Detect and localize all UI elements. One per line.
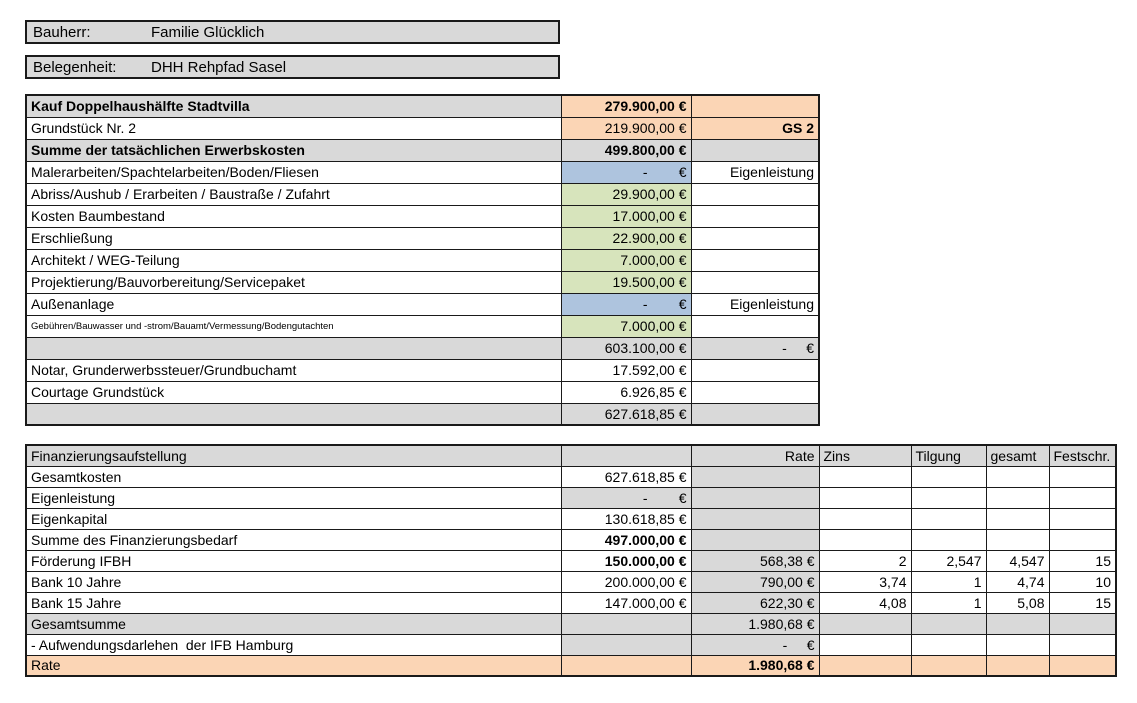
label-cell: Summe des Finanzierungsbedarf: [26, 529, 561, 550]
financing-row: [26, 634, 1116, 655]
cost-row: [26, 95, 819, 117]
note-cell: [691, 315, 819, 337]
label-cell: Kauf Doppelhaushälfte Stadtvilla: [26, 95, 561, 117]
label-cell: Eigenkapital: [26, 508, 561, 529]
tilgung-cell: [911, 529, 986, 550]
gesamt-cell: 5,08: [986, 592, 1049, 613]
cost-row: [26, 359, 819, 381]
cost-row: [26, 293, 819, 315]
label-cell: Kosten Baumbestand: [26, 205, 561, 227]
rate-cell: [691, 487, 819, 508]
note-cell: [691, 403, 819, 425]
tilgung-cell: 2,547: [911, 550, 986, 571]
financing-row: [26, 508, 1116, 529]
label-cell: Abriss/Aushub / Erarbeiten / Baustraße / Zufahrt: [26, 183, 561, 205]
rate-cell: 1.980,68 €: [691, 613, 819, 634]
amount-cell: 130.618,85 €: [561, 508, 691, 529]
zins-cell: 2: [819, 550, 911, 571]
label-cell: Projektierung/Bauvorbereitung/Servicepaket: [26, 271, 561, 293]
tilgung-cell: [911, 508, 986, 529]
purchase-costs-table-body: [26, 95, 819, 425]
cost-row: [26, 205, 819, 227]
cost-row: [26, 337, 819, 359]
financing-row: [26, 592, 1116, 613]
note-cell: - €: [691, 337, 819, 359]
tilgung-cell: [911, 613, 986, 634]
amount-cell: [561, 445, 691, 466]
amount-cell: 150.000,00 €: [561, 550, 691, 571]
cost-row: [26, 227, 819, 249]
amount-cell: 219.900,00 €: [561, 117, 691, 139]
label-cell: Förderung IFBH: [26, 550, 561, 571]
financing-row: [26, 613, 1116, 634]
amount-cell: 7.000,00 €: [561, 249, 691, 271]
tilgung-cell: Tilgung: [911, 445, 986, 466]
tilgung-cell: [911, 487, 986, 508]
financing-row: [26, 655, 1116, 676]
zins-cell: [819, 655, 911, 676]
festschr-cell: [1049, 487, 1116, 508]
financing-row: [26, 445, 1116, 466]
festschr-cell: 10: [1049, 571, 1116, 592]
cost-row: [26, 381, 819, 403]
gesamt-cell: [986, 466, 1049, 487]
rate-cell: Rate: [691, 445, 819, 466]
festschr-cell: [1049, 655, 1116, 676]
note-cell: Eigenleistung: [691, 161, 819, 183]
label-cell: Finanzierungsaufstellung: [26, 445, 561, 466]
gesamt-cell: [986, 634, 1049, 655]
amount-cell: 22.900,00 €: [561, 227, 691, 249]
amount-cell: 499.800,00 €: [561, 139, 691, 161]
note-cell: GS 2: [691, 117, 819, 139]
note-cell: [691, 271, 819, 293]
cost-row: [26, 161, 819, 183]
tilgung-cell: [911, 634, 986, 655]
cost-row: [26, 117, 819, 139]
gesamt-cell: [986, 487, 1049, 508]
label-cell: [26, 403, 561, 425]
tilgung-cell: [911, 466, 986, 487]
financing-row: [26, 550, 1116, 571]
note-cell: [691, 227, 819, 249]
bauherr-label: Bauherr:: [33, 23, 91, 41]
amount-cell: 29.900,00 €: [561, 183, 691, 205]
rate-cell: - €: [691, 634, 819, 655]
amount-cell: 17.000,00 €: [561, 205, 691, 227]
note-cell: [691, 95, 819, 117]
label-cell: Gesamtsumme: [26, 613, 561, 634]
rate-cell: 1.980,68 €: [691, 655, 819, 676]
financing-table: [25, 444, 1117, 677]
label-cell: Bank 10 Jahre: [26, 571, 561, 592]
label-cell: [26, 337, 561, 359]
festschr-cell: [1049, 508, 1116, 529]
purchase-costs-table: [25, 94, 820, 426]
festschr-cell: [1049, 529, 1116, 550]
gesamt-cell: gesamt: [986, 445, 1049, 466]
rate-cell: [691, 466, 819, 487]
festschr-cell: Festschr.: [1049, 445, 1116, 466]
note-cell: [691, 249, 819, 271]
bauherr-value: Familie Glücklich: [151, 23, 265, 41]
note-cell: [691, 139, 819, 161]
label-cell: Malerarbeiten/Spachtelarbeiten/Boden/Fliesen: [26, 161, 561, 183]
festschr-cell: 15: [1049, 550, 1116, 571]
cost-row: [26, 403, 819, 425]
amount-cell: 603.100,00 €: [561, 337, 691, 359]
label-cell: Courtage Grundstück: [26, 381, 561, 403]
belegenheit-label: Belegenheit:: [33, 58, 117, 76]
label-cell: Gesamtkosten: [26, 466, 561, 487]
label-cell: Summe der tatsächlichen Erwerbskosten: [26, 139, 561, 161]
label-cell: Grundstück Nr. 2: [26, 117, 561, 139]
note-cell: [691, 183, 819, 205]
amount-cell: 627.618,85 €: [561, 466, 691, 487]
financing-table-body: [26, 445, 1116, 676]
cost-row: [26, 139, 819, 161]
note-cell: [691, 381, 819, 403]
amount-cell: 6.926,85 €: [561, 381, 691, 403]
gesamt-cell: [986, 655, 1049, 676]
zins-cell: [819, 466, 911, 487]
amount-cell: [561, 655, 691, 676]
tilgung-cell: [911, 655, 986, 676]
zins-cell: 3,74: [819, 571, 911, 592]
note-cell: [691, 205, 819, 227]
amount-cell: 147.000,00 €: [561, 592, 691, 613]
label-cell: Gebühren/Bauwasser und -strom/Bauamt/Vermessung/Bodengutachten: [26, 315, 561, 337]
cost-row: [26, 183, 819, 205]
festschr-cell: [1049, 613, 1116, 634]
label-cell: Außenanlage: [26, 293, 561, 315]
label-cell: Eigenleistung: [26, 487, 561, 508]
amount-cell: 279.900,00 €: [561, 95, 691, 117]
rate-cell: 568,38 €: [691, 550, 819, 571]
rate-cell: 622,30 €: [691, 592, 819, 613]
rate-cell: [691, 508, 819, 529]
financing-row: [26, 466, 1116, 487]
amount-cell: - €: [561, 161, 691, 183]
label-cell: Erschließung: [26, 227, 561, 249]
amount-cell: 17.592,00 €: [561, 359, 691, 381]
rate-cell: 790,00 €: [691, 571, 819, 592]
gesamt-cell: [986, 613, 1049, 634]
amount-cell: 7.000,00 €: [561, 315, 691, 337]
financing-row: [26, 487, 1116, 508]
cost-row: [26, 271, 819, 293]
note-cell: [691, 359, 819, 381]
tilgung-cell: 1: [911, 592, 986, 613]
amount-cell: 627.618,85 €: [561, 403, 691, 425]
amount-cell: 200.000,00 €: [561, 571, 691, 592]
zins-cell: [819, 487, 911, 508]
gesamt-cell: 4,74: [986, 571, 1049, 592]
label-cell: Notar, Grunderwerbssteuer/Grundbuchamt: [26, 359, 561, 381]
amount-cell: [561, 634, 691, 655]
gesamt-cell: [986, 508, 1049, 529]
amount-cell: 19.500,00 €: [561, 271, 691, 293]
label-cell: Architekt / WEG-Teilung: [26, 249, 561, 271]
amount-cell: 497.000,00 €: [561, 529, 691, 550]
label-cell: Rate: [26, 655, 561, 676]
rate-cell: [691, 529, 819, 550]
amount-cell: - €: [561, 293, 691, 315]
belegenheit-value: DHH Rehpfad Sasel: [151, 58, 287, 76]
zins-cell: [819, 508, 911, 529]
amount-cell: [561, 613, 691, 634]
note-cell: Eigenleistung: [691, 293, 819, 315]
bauherr-box: [25, 20, 560, 44]
zins-cell: [819, 634, 911, 655]
zins-cell: 4,08: [819, 592, 911, 613]
gesamt-cell: 4,547: [986, 550, 1049, 571]
cost-row: [26, 315, 819, 337]
financing-row: [26, 571, 1116, 592]
financing-row: [26, 529, 1116, 550]
cost-row: [26, 249, 819, 271]
gesamt-cell: [986, 529, 1049, 550]
amount-cell: - €: [561, 487, 691, 508]
zins-cell: [819, 613, 911, 634]
festschr-cell: [1049, 634, 1116, 655]
belegenheit-box: [25, 55, 560, 79]
festschr-cell: [1049, 466, 1116, 487]
zins-cell: Zins: [819, 445, 911, 466]
label-cell: Bank 15 Jahre: [26, 592, 561, 613]
zins-cell: [819, 529, 911, 550]
label-cell: - Aufwendungsdarlehen der IFB Hamburg: [26, 634, 561, 655]
festschr-cell: 15: [1049, 592, 1116, 613]
tilgung-cell: 1: [911, 571, 986, 592]
